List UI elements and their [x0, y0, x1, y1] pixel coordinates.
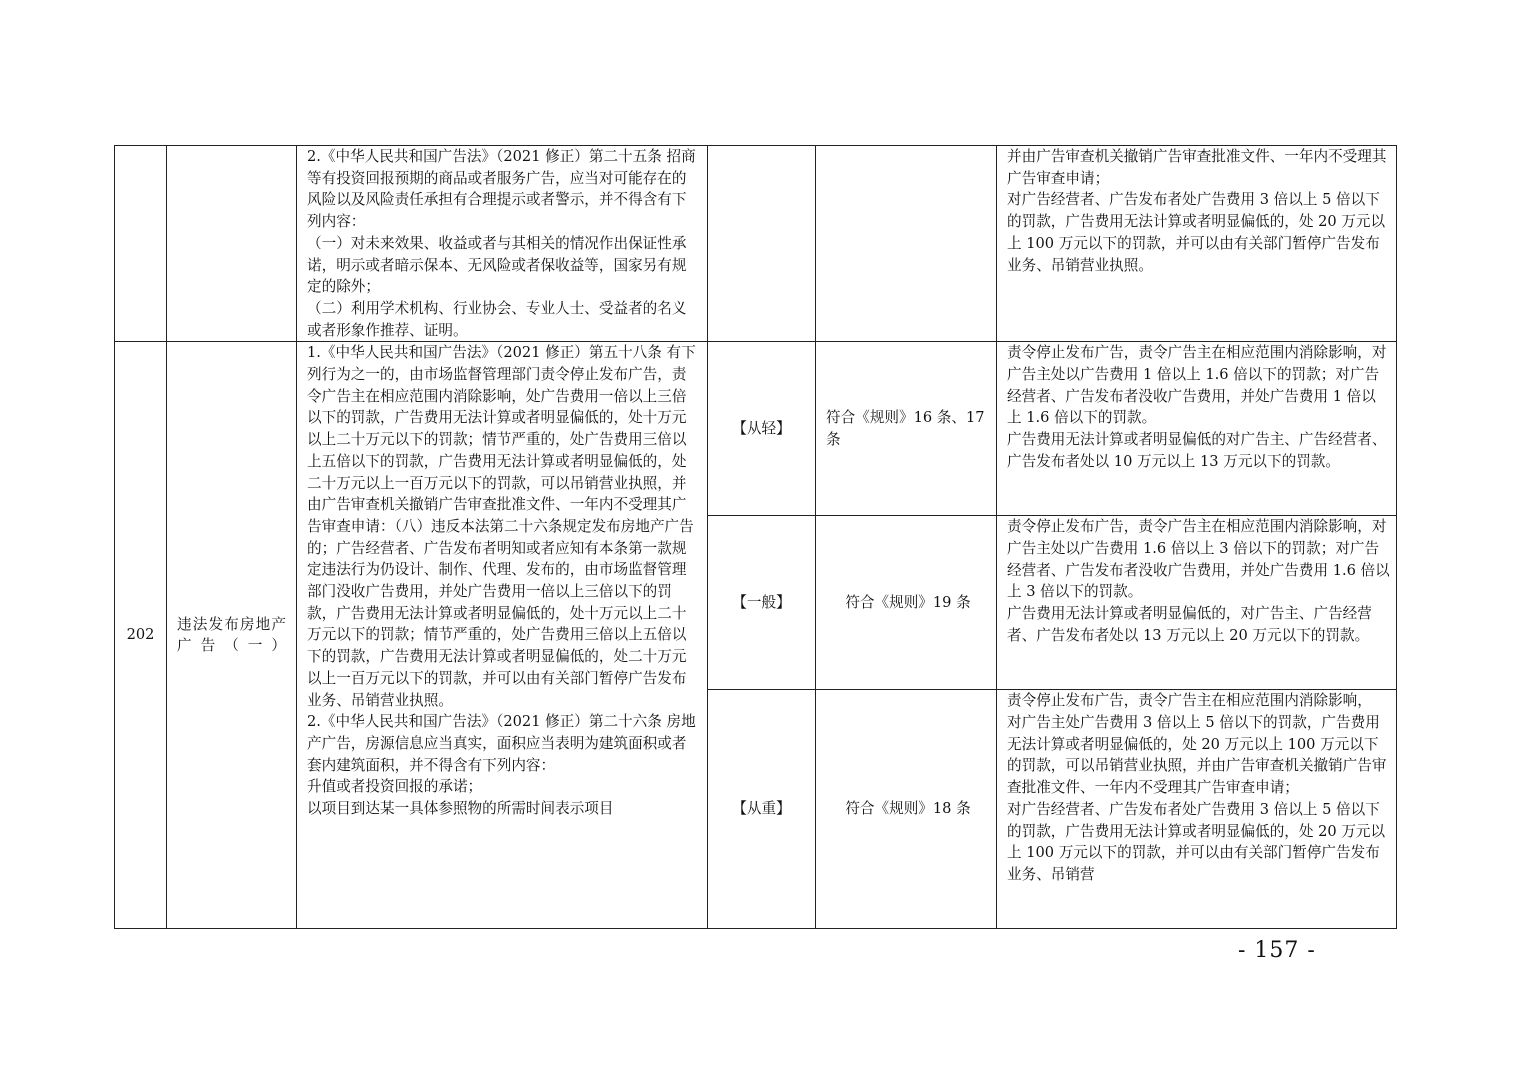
- discretion-level-cell: 【一般】: [708, 516, 816, 690]
- penalty-standard-cell: 并由广告审查机关撤销广告审查批准文件、一年内不受理其广告审查申请； 对广告经营者、广告发布者处广告费用 3 倍以上 5 倍以下的罚款，广告费用无法计算或者明显偏低的，处 20 万元以上 100 万元以下的罚款，并可以由有关部门暂停广告发布业务、吊销营业执照。: [997, 146, 1397, 342]
- table-row: [115, 342, 1397, 516]
- penalty-standard-cell: 责令停止发布广告，责令广告主在相应范围内消除影响，对广告主处以广告费用 1 倍以上 1.6 倍以下的罚款；对广告经营者、广告发布者没收广告费用，并处广告费用 1 倍以上 1.6 倍以下的罚款。 广告费用无法计算或者明显偏低的对广告主、广告经营者、广告发布者处以 10 万元以上 13 万元以下的罚款。: [997, 342, 1397, 516]
- discretion-level-cell: [708, 146, 816, 342]
- legal-basis-cell: 1.《中华人民共和国广告法》（2021 修正）第五十八条 有下列行为之一的，由市场监督管理部门责令停止发布广告，责令广告主在相应范围内消除影响，处广告费用一倍以上三倍以下的罚款，广告费用无法计算或者明显偏低的，处十万元以上二十万元以下的罚款；情节严重的，处广告费用三倍以上五倍以下的罚款，广告费用无法计算或者明显偏低的，处二十万元以上一百万元以下的罚款，可以吊销营业执照，并由广告审查机关撤销广告审查批准文件、一年内不受理其广告审查申请：（八）违反本法第二十六条规定发布房地产广告的；广告经营者、广告发布者明知或者应知有本条第一款规定违法行为仍设计、制作、代理、发布的，由市场监督管理部门没收广告费用，并处广告费用一倍以上三倍以下的罚款，广告费用无法计算或者明显偏低的，处十万元以上二十万元以下的罚款；情节严重的，处广告费用三倍以上五倍以下的罚款，广告费用无法计算或者明显偏低的，处二十万元以上一百万元以下的罚款，并可以由有关部门暂停广告发布业务、吊销营业执照。 2.《中华人民共和国广告法》（2021 修正）第二十六条 房地产广告，房源信息应当真实，面积应当表明为建筑面积或者套内建筑面积，并不得含有下列内容： 升值或者投资回报的承诺； 以项目到达某一具体参照物的所需时间表示项目: [297, 342, 708, 929]
- penalty-standard-cell: 责令停止发布广告，责令广告主在相应范围内消除影响， 对广告主处广告费用 3 倍以上 5 倍以下的罚款，广告费用无法计算或者明显偏低的，处 20 万元以上 100 万元以下的罚款，可以吊销营业执照，并由广告审查机关撤销广告审查批准文件、一年内不受理其广告审查申请； 对广告经营者、广告发布者处广告费用 3 倍以上 5 倍以下的罚款，广告费用无法计算或者明显偏低的，处 20 万元以上 100 万元以下的罚款，并可以由有关部门暂停广告发布业务、吊销营: [997, 690, 1397, 929]
- item-name-cell: 违法发布房地产广告（一）: [167, 342, 297, 929]
- applicable-rule-cell: 符合《规则》16 条、17 条: [816, 342, 997, 516]
- item-number-cell: 202: [115, 342, 167, 929]
- item-name-cell: [167, 146, 297, 342]
- applicable-rule-cell: 符合《规则》18 条: [816, 690, 997, 929]
- page-number: - 157 -: [1238, 938, 1316, 963]
- discretion-level-cell: 【从重】: [708, 690, 816, 929]
- legal-basis-cell: 2.《中华人民共和国广告法》（2021 修正）第二十五条 招商等有投资回报预期的商品或者服务广告，应当对可能存在的风险以及风险责任承担有合理提示或者警示，并不得含有下列内容： （一）对未来效果、收益或者与其相关的情况作出保证性承诺，明示或者暗示保本、无风险或者保收益等，国家另有规定的除外； （二）利用学术机构、行业协会、专业人士、受益者的名义或者形象作推荐、证明。: [297, 146, 708, 342]
- discretion-level-cell: 【从轻】: [708, 342, 816, 516]
- penalty-standard-table: [114, 145, 1397, 929]
- applicable-rule-cell: 符合《规则》19 条: [816, 516, 997, 690]
- penalty-standard-cell: 责令停止发布广告，责令广告主在相应范围内消除影响，对广告主处以广告费用 1.6 倍以上 3 倍以下的罚款；对广告经营者、广告发布者没收广告费用，并处广告费用 1.6 倍以上 3 倍以下的罚款。 广告费用无法计算或者明显偏低的，对广告主、广告经营者、广告发布者处以 13 万元以上 20 万元以下的罚款。: [997, 516, 1397, 690]
- applicable-rule-cell: [816, 146, 997, 342]
- table-row: [115, 146, 1397, 342]
- item-number-cell: [115, 146, 167, 342]
